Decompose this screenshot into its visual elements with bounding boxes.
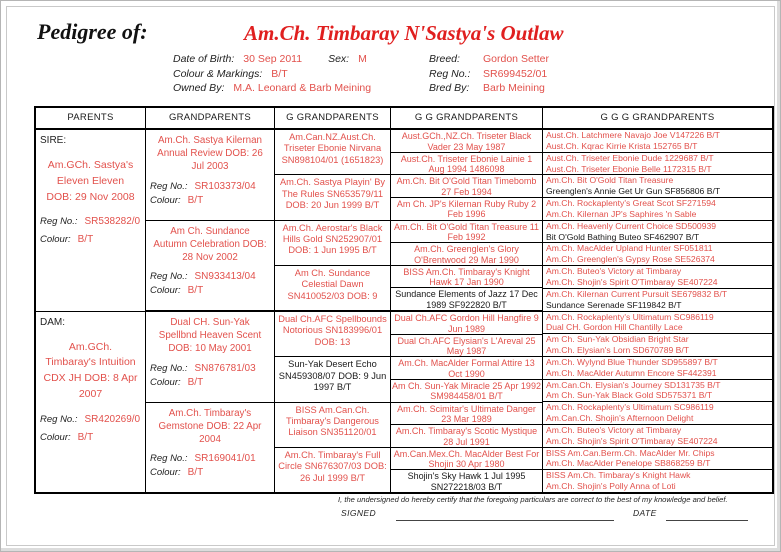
- ggg-grandparent-row: Greenglen's Annie Get Ur Gun SF856806 B/T: [546, 186, 721, 197]
- reg-no-row: [146, 363, 274, 374]
- ggg-grandparent-row: Am.Ch. Bit O'Gold Titan Treasure: [543, 174, 772, 186]
- colour-row: [36, 432, 145, 443]
- info-block: [173, 53, 763, 97]
- breed-label: Breed:: [429, 53, 460, 65]
- colour-value: B/T: [187, 467, 204, 479]
- ggg-grandparent-row: Am.Ch. MacAlder Upland Hunter SF051811: [543, 242, 772, 254]
- parent-role-label: SIRE:: [40, 135, 67, 146]
- ggg-grandparent-row: Sundance Serenade SF119842 B/T: [546, 299, 682, 310]
- g-grandparent-cell: Am.Can.NZ.Aust.Ch. Triseter Ebonie Nirvana SN898104/01 (1651823): [281, 132, 384, 165]
- gg-grandparent-cell: Am Ch. Sun-Yak Miracle 25 Apr 1992 SM984458/01 B/T: [392, 380, 541, 402]
- ggg-grandparent-row: Aust.Ch. Kqrac Kirrie Krista 152765 B/T: [546, 140, 698, 151]
- colour-value: B/T: [187, 194, 204, 206]
- ggg-grandparent-row: Am.Ch. Shojin's Spirit O'Timbaray SE407224: [546, 276, 718, 287]
- g-grandparents-column: [274, 130, 390, 492]
- reg-no-value: SN876781/03: [194, 362, 256, 374]
- colour-markings-label: Colour & Markings:: [173, 67, 263, 80]
- reg-no-value: SR699452/01: [483, 67, 548, 80]
- reg-no-value: SR169041/01: [194, 453, 256, 465]
- colour-row: [36, 234, 145, 245]
- ggg-grandparent-row: Am.Ch. Wylynd Blue Thunder SD955897 B/T: [543, 356, 772, 368]
- colour-label: Colour:: [150, 285, 181, 297]
- reg-no-label: Reg No.:: [150, 271, 188, 283]
- grandparent-cell: [146, 130, 274, 220]
- gg-grandparent-cell: Am.Ch. Bit O'Gold Titan Timebomb 27 Feb 1994: [391, 174, 542, 197]
- parent-cell: [36, 130, 145, 311]
- ggg-grandparent-row: Am.Ch. MacAlder Autumn Encore SF442391: [546, 367, 717, 378]
- ggg-grandparent-row: Am.Ch. MacAlder Penelope SB868259 B/T: [546, 458, 711, 469]
- ggg-grandparent-row: Am.Ch. Buteo's Victory at Timbaray: [543, 265, 772, 277]
- ggg-grandparent-row: Bit O'Gold Bathing Buteo SF462907 B/T: [546, 231, 700, 242]
- reg-no-row: [146, 453, 274, 464]
- owned-by-value: M.A. Leonard & Barb Meining: [233, 82, 372, 94]
- grandparent-cell: [146, 310, 274, 402]
- gg-grandparents-column: [390, 130, 542, 492]
- gg-grandparent-cell: Dual Ch.AFC Elysian's L'Areval 25 May 1987: [391, 334, 542, 357]
- bred-by-label: Bred By:: [429, 82, 470, 94]
- breed-value: Gordon Setter: [483, 53, 549, 65]
- gg-grandparent-cell: Am.Ch. Scimitar's Ultimate Danger 23 Mar 1989: [391, 402, 542, 425]
- sex-label: Sex:: [328, 53, 350, 65]
- gg-grandparent-cell: Am.Ch. Bit O'Gold Titan Treasure 11 Feb 1992: [391, 220, 542, 243]
- ggg-grandparent-row: Am.Ch. Rockaplenty's Ultimatum SC986119: [543, 401, 772, 413]
- colour-label: Colour:: [150, 376, 181, 388]
- colour-row: [146, 195, 274, 206]
- date-line: [666, 520, 748, 521]
- ggg-grandparent-row: Am.Ch. Rockaplenty's Great Scot SF271594: [543, 197, 772, 209]
- pedigree-table: [34, 106, 774, 494]
- parent-dog-name: Am.GCh. Timbaray's Intuition CDX JH DOB: 8 Apr 2007: [43, 340, 138, 400]
- ggg-grandparent-row: Am.Ch. Greenglen's Gypsy Rose SE526374: [546, 254, 715, 265]
- reg-no-row: [146, 181, 274, 192]
- table-header-cell: G G G GRANDPARENTS: [542, 108, 772, 128]
- gg-grandparent-cell: Am.Can.Mex.Ch. MacAlder Best For Shojin 30 Apr 1980: [391, 447, 542, 470]
- reg-no-row: [36, 414, 145, 425]
- table-header-cell: G GRANDPARENTS: [274, 108, 390, 128]
- grandparent-cell: [146, 220, 274, 311]
- reg-no-label: Reg No.:: [150, 453, 188, 465]
- gg-grandparent-cell: BISS Am.Ch. Timbaray's Knight Hawk 17 Jan 1990: [391, 265, 542, 288]
- ggg-grandparent-row: Am.Can.Ch. Shojin's Afternoon Delight: [546, 413, 694, 424]
- gg-grandparent-cell: Am Ch. JP's Kilernan Ruby Ruby 2 Feb 1996: [391, 197, 542, 220]
- certification-statement: I, the undersigned do hereby certify that the foregoing particulars are correct to the best of my knowledge and belief.: [338, 495, 728, 504]
- reg-no-value: SR538282/0: [84, 216, 141, 228]
- reg-no-row: [146, 271, 274, 282]
- ggg-grandparent-row: Am.Ch. Elysian's Lorn SD670789 B/T: [546, 345, 690, 356]
- g-grandparent-cell: Sun-Yak Desert Echo SN459308/07 DOB: 9 Jun 1997 B/T: [275, 356, 390, 401]
- gg-grandparent-cell: Aust.GCh.,NZ.Ch. Triseter Black Vader 23 May 1987: [401, 131, 532, 152]
- reg-no-label: Reg No.:: [150, 180, 188, 192]
- gg-grandparent-cell: Am.Ch. MacAlder Formal Attire 13 Oct 1990: [391, 356, 542, 379]
- reg-no-label: Reg No.:: [40, 216, 78, 228]
- reg-no-row: [36, 216, 145, 227]
- ggg-grandparent-row: Am Ch. Sun-Yak Black Gold SD575371 B/T: [546, 390, 713, 401]
- table-header-cell: G G GRANDPARENTS: [390, 108, 542, 128]
- reg-no-label: Reg No.:: [40, 413, 78, 425]
- table-header-cell: PARENTS: [67, 112, 114, 123]
- ggg-grandparent-row: Aust.Ch. Triseter Ebonie Dude 1229687 B/T: [543, 152, 772, 164]
- gg-grandparent-cell: Shojin's Sky Hawk 1 Jul 1995 SN272218/03 B/T: [391, 469, 542, 492]
- info-row-1: [173, 53, 763, 68]
- info-row-2: [173, 68, 763, 83]
- colour-row: [146, 377, 274, 388]
- grandparent-dog-name: Am.Ch. Sastya Kilernan Annual Review DOB: 26 Jul 2003: [157, 135, 263, 173]
- table-header-row: [36, 108, 772, 130]
- grandparents-column: [145, 130, 274, 492]
- ggg-grandparent-row: BISS Am.Ch. Timbaray's Knight Hawk: [543, 469, 772, 481]
- ggg-grandparent-row: Am.Ch. Shojin's Spirit O'Timbaray SE407224: [546, 435, 718, 446]
- date-of-birth-label: Date of Birth:: [173, 53, 235, 65]
- colour-value: B/T: [77, 234, 94, 246]
- parent-role-label: DAM:: [40, 316, 65, 328]
- ggg-grandparent-row: Am.Ch. Kilernan JP's Saphires 'n Sable: [546, 208, 697, 219]
- parent-cell: [36, 311, 145, 493]
- colour-row: [146, 467, 274, 478]
- ggg-grandparent-row: Aust.Ch. Latchmere Navajo Joe V147226 B/T: [546, 130, 720, 140]
- colour-value: B/T: [187, 376, 204, 388]
- gg-grandparent-cell: Am.Ch. Timbaray's Scotic Mystique 28 Jul 1991: [391, 424, 542, 447]
- grandparent-dog-name: Am Ch. Sundance Autumn Celebration DOB: 28 Nov 2002: [153, 225, 267, 263]
- g-grandparent-cell: Dual Ch.AFC Spellbounds Notorious SN183996/01 DOB: 13: [275, 310, 390, 356]
- grandparent-cell: [146, 402, 274, 493]
- colour-value: B/T: [77, 431, 94, 443]
- g-grandparent-cell: Am.Ch. Timbaray's Full Circle SN676307/03 DOB: 26 Jul 1999 B/T: [275, 447, 390, 492]
- ggg-grandparent-row: Dual CH. Gordon Hill Chantilly Lace: [546, 322, 683, 333]
- ggg-grandparents-column: [542, 130, 772, 492]
- g-grandparent-cell: Am.Ch. Aerostar's Black Hills Gold SN252907/01 DOB: 1 Jun 1995 B/T: [275, 220, 390, 265]
- table-header-cell: GRANDPARENTS: [145, 108, 274, 128]
- gg-grandparent-cell: Dual Ch.AFC Gordon Hill Hangfire 9 Jun 1989: [391, 310, 542, 334]
- reg-no-label: Reg No.:: [150, 362, 188, 374]
- signature-row: [341, 508, 741, 518]
- reg-no-value: SR420269/0: [84, 413, 141, 425]
- gg-grandparent-cell: Aust.Ch. Triseter Ebonie Lainie 1 Aug 1994 1486098: [391, 152, 542, 175]
- reg-no-value: SR103373/04: [194, 180, 256, 192]
- reg-no-label: Reg No.:: [429, 67, 471, 80]
- owned-by-label: Owned By:: [173, 82, 225, 94]
- ggg-grandparent-row: BISS Am.Can.Berm.Ch. MacAlder Mr. Chips: [543, 447, 772, 459]
- date-label: DATE: [633, 508, 657, 518]
- ggg-grandparent-row: Am Ch. Sun-Yak Obsidian Bright Star: [543, 333, 772, 345]
- colour-row: [146, 285, 274, 296]
- ggg-grandparent-row: Am.Ch. Rockaplenty's Ultimatum SC986119: [543, 311, 772, 323]
- parents-column: [36, 130, 145, 492]
- gg-grandparent-cell: Sundance Elements of Jazz 17 Dec 1989 SF922820 B/T: [391, 287, 542, 310]
- reg-no-value: SN933413/04: [194, 271, 256, 283]
- colour-label: Colour:: [40, 234, 71, 246]
- colour-markings-value: B/T: [271, 67, 288, 80]
- bred-by-value: Barb Meining: [483, 82, 545, 94]
- ggg-grandparent-row: Aust.Ch. Triseter Ebonie Belle 1172315 B/T: [546, 163, 712, 174]
- g-grandparent-cell: BISS Am.Can.Ch. Timbaray's Dangerous Liaison SN351120/01: [275, 402, 390, 447]
- parent-dog-name: Am.GCh. Sastya's Eleven Eleven DOB: 29 Nov 2008: [46, 159, 135, 203]
- ggg-grandparent-row: Am.Ch. Buteo's Victory at Timbaray: [543, 424, 772, 436]
- table-body: [36, 130, 772, 492]
- signed-label: SIGNED: [341, 508, 376, 518]
- colour-label: Colour:: [150, 194, 181, 206]
- colour-label: Colour:: [150, 467, 181, 479]
- grandparent-dog-name: Am.Ch. Timbaray's Gemstone DOB: 22 Apr 2004: [158, 407, 262, 445]
- ggg-grandparent-row: Am.Ch. Shojin's Polly Anna of Loti: [546, 481, 676, 492]
- grandparent-dog-name: Dual CH. Sun-Yak Spellbnd Heaven Scent DOB: 10 May 2001: [158, 317, 262, 355]
- colour-label: Colour:: [40, 431, 71, 443]
- colour-value: B/T: [187, 285, 204, 297]
- signature-line: [396, 520, 614, 521]
- ggg-grandparent-row: Am.Ch. Kilernan Current Pursuit SE679832 B/T: [543, 288, 772, 300]
- sex-value: M: [358, 53, 367, 65]
- gg-grandparent-cell: Am.Ch. Greenglen's Glory O'Brentwood 29 Mar 1990: [391, 242, 542, 265]
- page-title: Am.Ch. Timbaray N'Sastya's Outlaw: [244, 21, 564, 45]
- pedigree-of-label: Pedigree of:: [37, 19, 148, 44]
- date-of-birth-value: 30 Sep 2011: [243, 53, 303, 65]
- ggg-grandparent-row: Am.Can.Ch. Elysian's Journey SD131735 B/T: [543, 379, 772, 391]
- g-grandparent-cell: Am.Ch. Sastya Playin' By The Rules SN653579/11 DOB: 20 Jun 1999 B/T: [275, 174, 390, 219]
- info-row-3: [173, 82, 763, 97]
- g-grandparent-cell: Am Ch. Sundance Celestial Dawn SN410052/03 DOB: 9: [275, 265, 390, 310]
- ggg-grandparent-row: Am.Ch. Heavenly Current Choice SD500939: [543, 220, 772, 232]
